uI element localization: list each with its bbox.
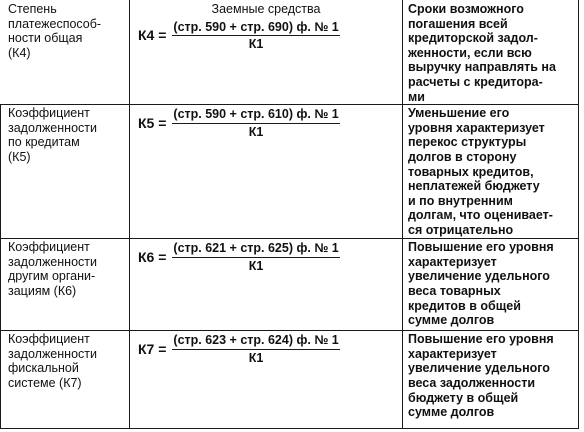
formula-lhs: К4 = <box>138 27 167 44</box>
formula-numerator: (стр. 623 + стр. 624) ф. № 1 <box>172 333 339 350</box>
ratio-name-cell <box>1 1 130 105</box>
fraction <box>172 333 339 365</box>
ratio-name: Коэффициент задолженности по кредитам (К5) <box>8 106 97 164</box>
formula-cell <box>130 331 403 429</box>
ratio-name: Коэффициент задолженности другим органи- зациям (К6) <box>8 240 97 298</box>
description-cell <box>403 105 579 239</box>
table-row <box>1 331 579 429</box>
formula-cell <box>130 239 403 331</box>
formula-numerator: (стр. 590 + стр. 610) ф. № 1 <box>172 107 339 124</box>
ratio-name-cell <box>1 105 130 239</box>
ratio-name: Коэффициент задолженности фискальной системе (К7) <box>8 332 97 390</box>
formula <box>130 105 402 139</box>
formula-denominator: К1 <box>248 350 264 365</box>
formula-lhs: К7 = <box>138 340 167 357</box>
formula-cell <box>130 105 403 239</box>
fraction <box>172 241 339 273</box>
table-row <box>1 105 579 239</box>
ratio-name-cell <box>1 239 130 331</box>
formula <box>130 239 402 273</box>
table-row <box>1 239 579 331</box>
description-cell <box>403 239 579 331</box>
table-row <box>1 1 579 105</box>
ratio-description: Сроки возможного погашения всей кредиторской задол- женности, если всю выручку направлять на расчеты с кредитора- ми <box>408 2 556 104</box>
ratio-description: Уменьшение его уровня характеризует перекос структуры долгов в сторону товарных кредитов, неплатежей бюджету и по внутренним долгам, что оценивает- ся отрицательно <box>408 106 553 237</box>
fraction <box>172 107 339 139</box>
ratio-description: Повышение его уровня характеризует увеличение удельного веса товарных кредитов в общей сумме долгов <box>408 240 554 328</box>
formula <box>130 331 402 365</box>
ratio-description: Повышение его уровня характеризует увеличение удельного веса задолженности бюджету в общей сумме долгов <box>408 332 554 420</box>
column-header: Заемные средства <box>211 2 321 16</box>
formula-numerator: (стр. 621 + стр. 625) ф. № 1 <box>172 241 339 258</box>
formula-lhs: К6 = <box>138 248 167 265</box>
ratio-name: Степень платежеспособ- ности общая (К4) <box>8 2 102 60</box>
ratio-name-cell <box>1 331 130 429</box>
formula-numerator: (стр. 590 + стр. 690) ф. № 1 <box>172 20 339 37</box>
formula-cell <box>130 1 403 105</box>
fraction <box>172 20 339 52</box>
formula <box>130 17 402 52</box>
formula-denominator: К1 <box>248 37 264 52</box>
formula-denominator: К1 <box>248 258 264 273</box>
description-cell <box>403 1 579 105</box>
description-cell <box>403 331 579 429</box>
formula-lhs: К5 = <box>138 114 167 131</box>
formula-denominator: К1 <box>248 124 264 139</box>
